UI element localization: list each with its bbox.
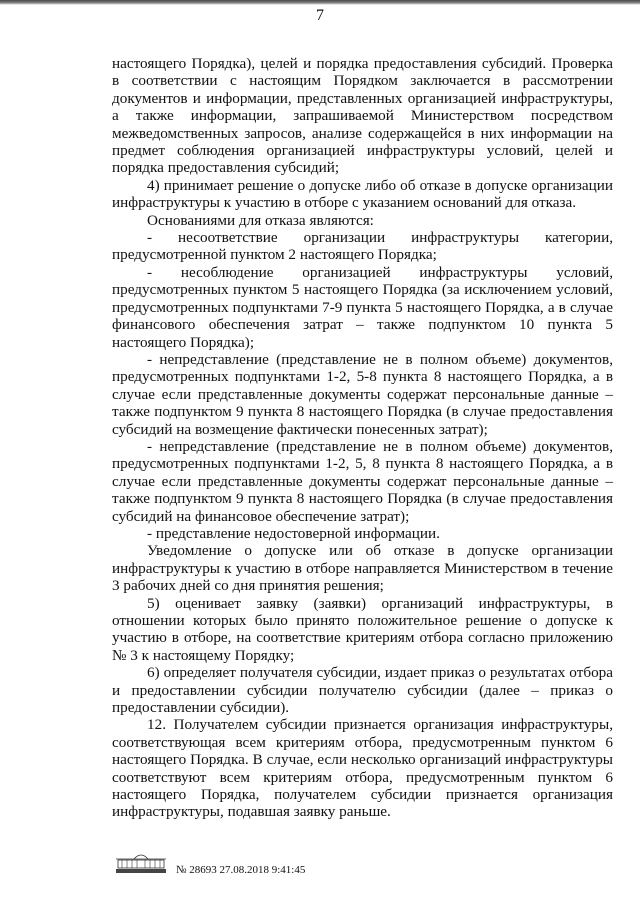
scan-top-edge: [0, 0, 640, 5]
page-footer: [112, 850, 412, 880]
registry-stamp-icon: [112, 850, 170, 876]
paragraph-8: - представление недостоверной информации.: [147, 524, 440, 542]
paragraph-11: 6) определяет получателя субсидии, издает приказ о результатах отбора и предоставлении субсидии получателю субсидии (далее – приказ о предоставлении субсидии).: [112, 664, 613, 717]
document-body: [112, 55, 613, 821]
paragraph-6: - непредставление (представление не в полном объеме) документов, предусмотренных подпунктами 1-2, 5-8 пункта 8 настоящего Порядка, а в случае если представленные документы содержат персональные данные – также подпунктом 9 пункта 8 настоящего Порядка (в случае предоставления субсидий на возмещение фактически понесенных затрат);: [112, 350, 613, 438]
paragraph-9: Уведомление о допуске или об отказе в допуске организации инфраструктуры к участию в отборе направляется Министерством в течение 3 рабочих дней со дня принятия решения;: [112, 542, 613, 595]
document-registration-stamp: № 28693 27.08.2018 9:41:45: [176, 864, 306, 876]
paragraph-5: - несоблюдение организацией инфраструктуры условий, предусмотренных пунктом 5 настоящего Порядка (за исключением условий, предусмотренных подпунктами 7-9 пункта 5 настоящего Порядка, а в случае финансового обеспечения затрат – также подпунктом 10 пункта 5 настоящего Порядка);: [112, 263, 613, 351]
paragraph-2: 4) принимает решение о допуске либо об отказе в допуске организации инфраструктуры к участию в отборе с указанием оснований для отказа.: [112, 176, 613, 212]
paragraph-7: - непредставление (представление не в полном объеме) документов, предусмотренных подпунктами 1-2, 5, 8 пункта 8 настоящего Порядка, а в случае если представленные документы содержат персональные данные – также подпунктом 9 пункта 8 настоящего Порядка (в случае предоставления субсидий на финансовое обеспечение затрат);: [112, 437, 613, 525]
paragraph-3: Основаниями для отказа являются:: [147, 211, 374, 229]
page-number: 7: [316, 7, 324, 24]
paragraph-12: 12. Получателем субсидии признается организация инфраструктуры, соответствующая всем критериям отбора, предусмотренным пунктом 6 настоящего Порядка. В случае, если несколько организаций инфраструктуры соответствуют всем критериям отбора, предусмотренным пунктом 6 настоящего Порядка, получателем субсидии признается организация инфраструктуры, подавшая заявку раньше.: [112, 716, 613, 821]
paragraph-4: - несоответствие организации инфраструктуры категории, предусмотренной пунктом 2 настоящего Порядка;: [112, 229, 613, 264]
paragraph-1: настоящего Порядка), целей и порядка предоставления субсидий. Проверка в соответствии с настоящим Порядком заключается в рассмотрении документов и информации, представленных организацией инфраструктуры, а также информации, запрашиваемой Министерством посредством межведомственных запросов, анализе содержащейся в них информации на предмет соблюдения организацией инфраструктуры условий, целей и порядка предоставления субсидий;: [112, 55, 613, 177]
paragraph-10: 5) оценивает заявку (заявки) организаций инфраструктуры, в отношении которых было принято положительное решение о допуске к участию в отборе, на соответствие критериям отбора согласно приложению № 3 к настоящему Порядку;: [112, 594, 613, 664]
